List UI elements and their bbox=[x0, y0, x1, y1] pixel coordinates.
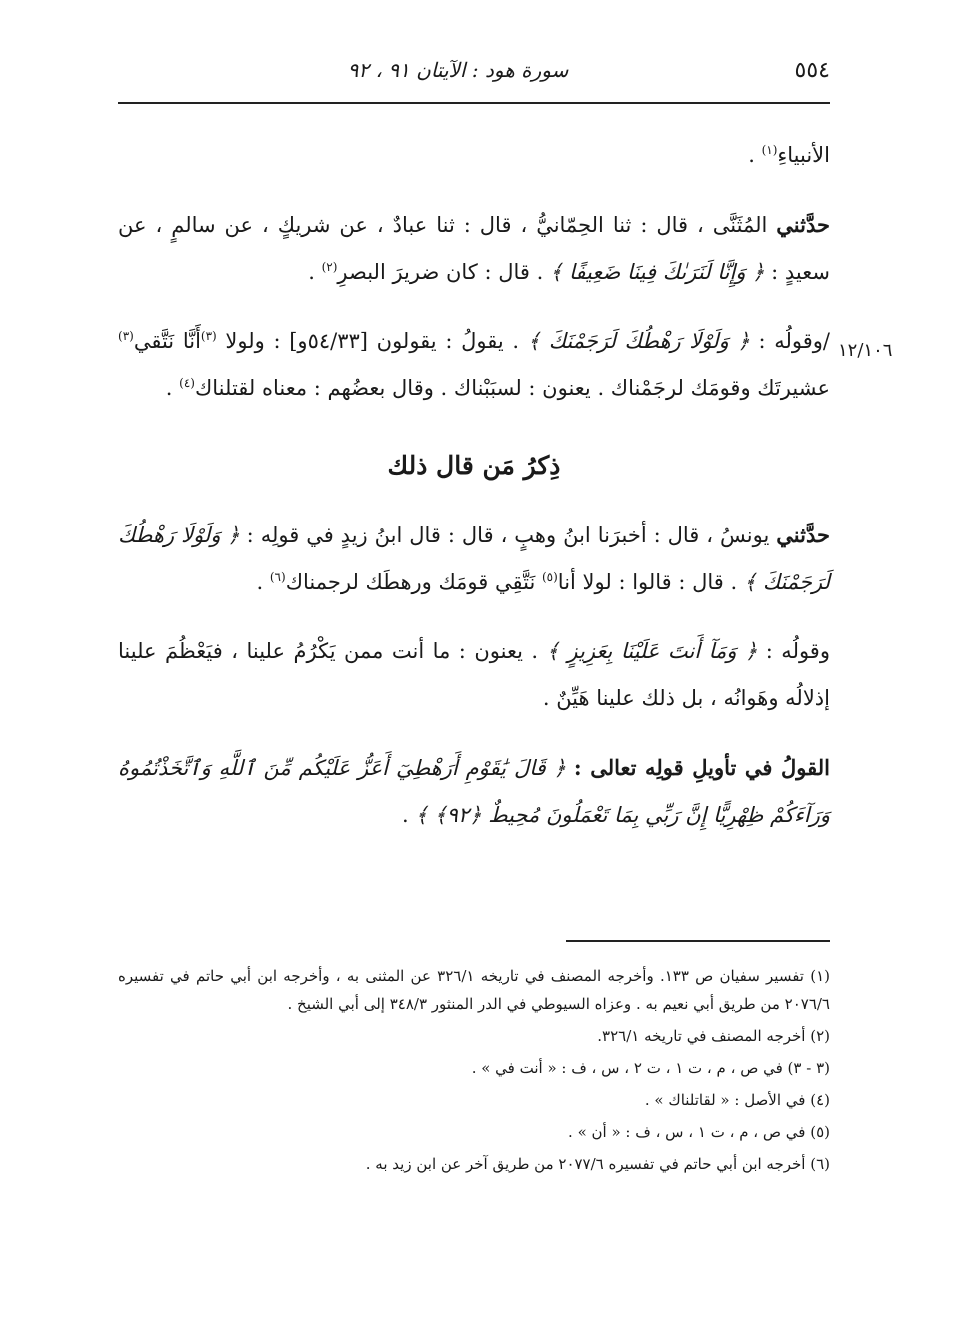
main-text bbox=[118, 132, 830, 861]
paragraph-interpretation bbox=[118, 744, 830, 839]
footnote: (٥) في ص ، م ، ت ١ ، س ، ف : « أن » . bbox=[568, 1123, 830, 1141]
quran-quote: ﴿ وَمَآ أَنتَ عَلَيْنَا بِعَزِيزٍ ﴾ bbox=[546, 639, 758, 663]
text-run: يونسُ ، قال : أخبرَنا ابنُ وهبٍ ، قال : قال ابنُ زيدٍ في قولِه : bbox=[239, 523, 777, 547]
footnote: (٤) في الأصل : « لقاتلناك » . bbox=[644, 1091, 830, 1109]
footnote: (٦) أخرجه ابن أبي حاتم في تفسيره ٢٠٧٧/٦ من طريق آخر عن ابن زيد به . bbox=[365, 1155, 830, 1173]
text-run: . يقولُ : يقولون [٥٤/٣٣و] : ولولا bbox=[216, 329, 528, 353]
text-run: . bbox=[256, 570, 270, 594]
footnote-marker: (٣) bbox=[118, 329, 134, 343]
text-run: . bbox=[402, 803, 416, 827]
text-run: . bbox=[748, 143, 762, 167]
running-head-title: سورة هود : الآيتان ٩١ ، ٩٢ bbox=[347, 58, 569, 82]
footnote: (٣ - ٣) في ص ، م ، ت ١ ، ت ٢ ، س ، ف : « أنت في » . bbox=[471, 1059, 830, 1077]
text-run: المُثَنَّى ، قال : ثنا الحِمّانيُّ ، قال : ثنا عبادٌ ، عن شريكٍ ، عن سالمٍ ، عن سعيدٍ : bbox=[118, 213, 830, 284]
text-run: . قال : كان ضريرَ البصرِ bbox=[337, 260, 550, 284]
paragraph-hadith-1 bbox=[118, 201, 830, 296]
quran-quote: ﴿ وَإِنَّا لَنَرَىٰكَ فِينَا ضَعِيفًا ﴾ bbox=[549, 260, 765, 284]
text-run: عشيرتَك وقومَك لرجَمْناك . يعنون : لسبَبْناك . وقال بعضُهم : معناه لقتلناك bbox=[194, 376, 830, 400]
lead-phrase: القولُ في تأويلِ قولِه تعالى : bbox=[573, 755, 831, 780]
footnote-marker: (١) bbox=[761, 143, 778, 157]
text-run: . bbox=[308, 260, 322, 284]
paragraph-continuation bbox=[118, 132, 830, 179]
quran-quote: ﴿ وَلَوْلَا رَهْطُكَ لَرَجَمْنَكَ ﴾ bbox=[527, 329, 750, 353]
quran-quote: ﴿ قَالَ يَٰقَوْمِ أَرَهْطِيٓ أَعَزُّ عَلَيْكُم مِّنَ ٱللَّهِ وَٱتَّخَذْتُمُوهُ وَرَآءَكُمْ ظِهْرِيًّا إِنَّ رَبِّي بِمَا تَعْمَلُونَ مُحِيطٌ ﴿٩٢﴾ ﴾ bbox=[118, 756, 830, 827]
footnote-rule bbox=[566, 940, 830, 942]
text-run: . bbox=[165, 376, 180, 400]
footnote-marker: (٢) bbox=[321, 260, 338, 274]
quran-quote: ﴿ وَلَوْلَا رَهْطُكَ لَرَجَمْنَكَ ﴾ bbox=[118, 523, 830, 594]
footnote-marker: (٤) bbox=[179, 376, 195, 390]
paragraph-hadith-2 bbox=[118, 511, 830, 606]
text-run: نَتَّقِي قومَك ورهطَك لرجمناك bbox=[285, 570, 542, 594]
running-head bbox=[118, 52, 830, 92]
lead-word: حدَّثني bbox=[776, 212, 830, 237]
margin-reference: ١٢/١٠٦ bbox=[838, 340, 893, 361]
text-run: /وقولُه : bbox=[749, 329, 830, 353]
text-run: . قال : قالوا : لولا أنا bbox=[557, 570, 744, 594]
text-run: أَنَّا نَتَّقي bbox=[133, 329, 201, 353]
footnotes bbox=[118, 962, 830, 1182]
text-run: . يعنون : ما أنت ممن يَكْرُمُ علينا ، فيَعْظُمَ علينا إذلالُه وهَوانُه ، بل ذلك علينا هَيِّنٌ . bbox=[118, 639, 830, 710]
section-heading: ذِكرُ مَن قال ذلك bbox=[387, 451, 561, 480]
footnote: (١) تفسير سفيان ص ١٣٣. وأخرجه المصنف في تاريخه ٣٢٦/١ عن المثنى به ، وأخرجه ابن أبي حاتم في تفسيره ٢٠٧٦/٦ من طريق أبي نعيم به . وعزاه السيوطي في الدر المنثور ٣٤٨/٣ إلى أبي الشيخ . bbox=[118, 967, 830, 1013]
footnote: (٢) أخرجه المصنف في تاريخه ٣٢٦/١. bbox=[597, 1027, 830, 1045]
lead-word: حدَّثني bbox=[776, 522, 830, 547]
header-rule bbox=[118, 102, 830, 104]
text-run: الأنبياءِ bbox=[777, 143, 830, 167]
footnote-marker: (٦) bbox=[269, 570, 286, 584]
page-number: ٥٥٤ bbox=[794, 58, 830, 83]
text-run: وقولُه : bbox=[757, 639, 830, 663]
paragraph-commentary-2 bbox=[118, 628, 830, 722]
footnote-marker: (٣) bbox=[200, 329, 217, 343]
paragraph-commentary bbox=[118, 318, 830, 412]
footnote-marker: (٥) bbox=[541, 570, 558, 584]
